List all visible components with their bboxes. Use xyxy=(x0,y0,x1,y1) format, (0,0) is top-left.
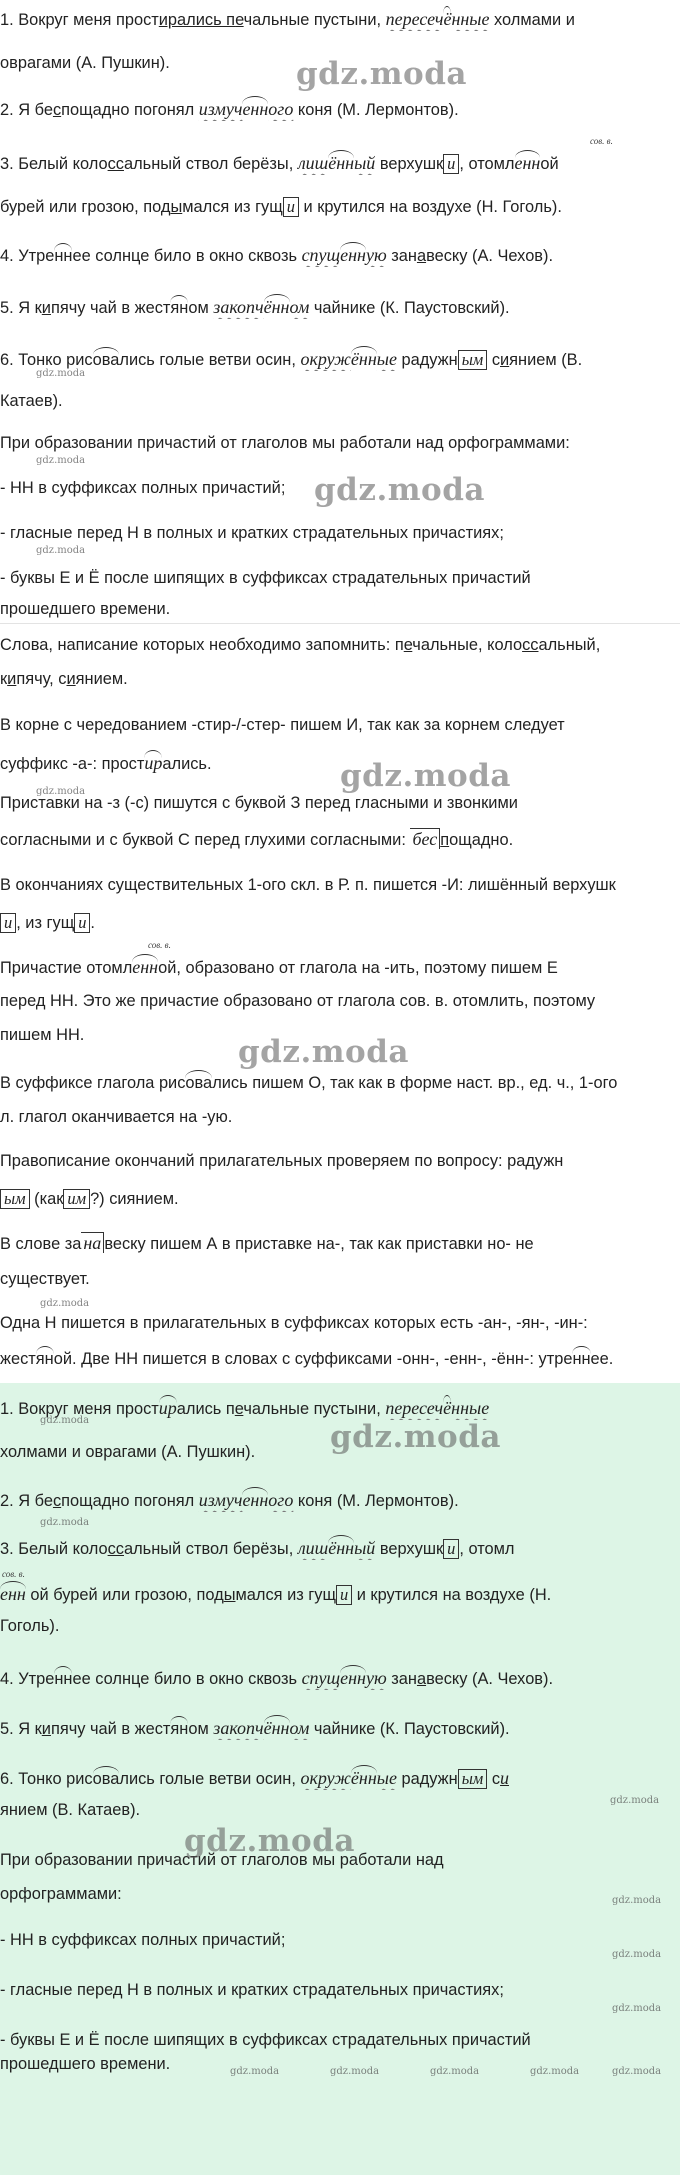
sentence-3-line-2: енн ой бурей или грозою, подымался из гущ и и крутился на воздухе (Н. xyxy=(0,1581,680,1606)
rule-vowels-before-n: - гласные перед Н в полных и кратких страдательных причастиях; xyxy=(0,1981,504,1999)
explanation-line: пишем НН. xyxy=(0,1026,85,1044)
watermark-small: gdz.moda xyxy=(36,545,86,556)
sentence-4: 4. Утреннее солнце било в окно сквозь спущенную занавеску (А. Чехов). xyxy=(0,242,680,267)
sentence-2: 2. Я беспощадно погонял измученного коня (М. Лермонтов). xyxy=(0,1487,680,1512)
sentence-6-line-2: янием (В. Катаев). xyxy=(0,1801,141,1819)
watermark-small: gdz.moda xyxy=(612,2066,662,2077)
watermark-small: gdz.moda xyxy=(612,2003,662,2014)
explanation-line: В корне с чередованием -стир-/-стер- пишем И, так как за корнем следует xyxy=(0,716,565,734)
watermark: gdz.moda xyxy=(184,1823,355,1859)
watermark-small: gdz.moda xyxy=(36,786,86,797)
explanation-line: суффикс -а-: простирались. xyxy=(0,750,680,775)
sentence-6-line-1: 6. Тонко рисовались голые ветви осин, окружённые радужн ым сиянием (В. xyxy=(0,346,680,371)
sentence-1-line-2: холмами и оврагами (А. Пушкин). xyxy=(0,1443,256,1461)
explanation-line: кипячу, сиянием. xyxy=(0,670,128,688)
watermark-small: gdz.moda xyxy=(40,1298,90,1309)
watermark: gdz.moda xyxy=(238,1034,409,1070)
rule-nn-suffix: - НН в суффиксах полных причастий; xyxy=(0,479,286,497)
sov-v-note: сов. в. xyxy=(148,940,171,950)
sentence-1-line-2: оврагами (А. Пушкин). xyxy=(0,54,170,72)
sentence-6-line-2: Катаев). xyxy=(0,392,63,410)
watermark-small: gdz.moda xyxy=(530,2066,580,2077)
sentence-6-line-1: 6. Тонко рисовались голые ветви осин, окружённые радужн ым си xyxy=(0,1765,680,1790)
sentence-1-line-1: 1. Вокруг меня простирались печальные пустыни, пересечённые xyxy=(0,1395,680,1420)
sentence-4: 4. Утреннее солнце било в окно сквозь спущенную занавеску (А. Чехов). xyxy=(0,1665,680,1690)
answer-section-original xyxy=(0,0,680,623)
rules-intro: При образовании причастий от глаголов мы работали над орфограммами: xyxy=(0,434,570,452)
watermark-small: gdz.moda xyxy=(430,2066,480,2077)
rule-e-yo-after-sibilants-cont: прошедшего времени. xyxy=(0,2055,171,2073)
sentence-5: 5. Я кипячу чай в жестяном закопчённом чайнике (К. Паустовский). xyxy=(0,294,680,319)
explanation-line: и , из гущ и . xyxy=(0,912,680,934)
explanation-line: жестяной. Две НН пишется в словах с суффиксами -онн-, -енн-, -ённ-: утреннее. xyxy=(0,1346,680,1370)
watermark-small: gdz.moda xyxy=(330,2066,380,2077)
sentence-3-line-2: бурей или грозою, подымался из гущ и и крутился на воздухе (Н. Гоголь). xyxy=(0,197,562,216)
rules-intro-cont: орфограммами: xyxy=(0,1885,122,1903)
sentence-5: 5. Я кипячу чай в жестяном закопчённом чайнике (К. Паустовский). xyxy=(0,1715,680,1740)
explanation-line: В окончаниях существительных 1-ого скл. в Р. п. пишется -И: лишённый верхушк xyxy=(0,876,616,894)
explanation-line: существует. xyxy=(0,1270,90,1288)
watermark: gdz.moda xyxy=(314,472,485,508)
watermark: gdz.moda xyxy=(330,1419,501,1455)
explanation-line: В суффиксе глагола рисовались пишем О, так как в форме наст. вр., ед. ч., 1-ого xyxy=(0,1070,680,1094)
sentence-3-line-1: 3. Белый колоссальный ствол берёзы, лишённый верхушк и , отомл xyxy=(0,1535,680,1560)
explanation-line: В слове за на веску пишем А в приставке на-, так как приставки но- не xyxy=(0,1233,534,1253)
rule-e-yo-after-sibilants: - буквы Е и Ё после шипящих в суффиксах страдательных причастий xyxy=(0,569,531,587)
sentence-3-line-1: 3. Белый колоссальный ствол берёзы, лишённый верхушк и , отомленной xyxy=(0,150,680,175)
explanation-line: Слова, написание которых необходимо запомнить: печальные, колоссальный, xyxy=(0,636,601,654)
watermark-small: gdz.moda xyxy=(36,368,86,379)
rules-intro: При образовании причастий от глаголов мы работали над xyxy=(0,1851,444,1869)
watermark: gdz.moda xyxy=(296,56,467,92)
watermark-small: gdz.moda xyxy=(612,1895,662,1906)
watermark: gdz.moda xyxy=(340,758,511,794)
watermark-small: gdz.moda xyxy=(36,455,86,466)
explanation-line: согласными и с буквой С перед глухими согласными: бес пощадно. xyxy=(0,829,514,849)
rule-vowels-before-n: - гласные перед Н в полных и кратких страдательных причастиях; xyxy=(0,524,504,542)
watermark-small: gdz.moda xyxy=(40,1415,90,1426)
explanation-line: л. глагол оканчивается на -ую. xyxy=(0,1108,233,1126)
watermark-small: gdz.moda xyxy=(40,1517,90,1528)
explanation-line: перед НН. Это же причастие образовано от глагола сов. в. отомлить, поэтому xyxy=(0,992,596,1010)
explanation-line: Причастие отомленной, образовано от глагола на -ить, поэтому пишем Е xyxy=(0,954,680,979)
rule-e-yo-after-sibilants: - буквы Е и Ё после шипящих в суффиксах страдательных причастий xyxy=(0,2031,531,2049)
watermark-small: gdz.moda xyxy=(610,1795,660,1806)
sov-v-note: сов. в. xyxy=(2,1569,25,1579)
watermark-small: gdz.moda xyxy=(612,1949,662,1960)
watermark-small: gdz.moda xyxy=(230,2066,280,2077)
sentence-3-line-3: Гоголь). xyxy=(0,1617,60,1635)
sov-v-note: сов. в. xyxy=(590,136,613,146)
sentence-2: 2. Я беспощадно погонял измученного коня (М. Лермонтов). xyxy=(0,96,680,121)
rule-e-yo-after-sibilants-cont: прошедшего времени. xyxy=(0,600,171,618)
rule-nn-suffix: - НН в суффиксах полных причастий; xyxy=(0,1931,286,1949)
explanation-line: Правописание окончаний прилагательных проверяем по вопросу: радужн xyxy=(0,1152,564,1170)
answer-section-repeated xyxy=(0,1383,680,2175)
explanation-line: Приставки на -з (-с) пишутся с буквой З перед гласными и звонкими xyxy=(0,794,518,812)
explanation-line: ым (как им ?) сиянием. xyxy=(0,1188,680,1210)
explanation-line: Одна Н пишется в прилагательных в суффиксах которых есть -ан-, -ян-, -ин-: xyxy=(0,1314,588,1332)
sentence-1-line-1: 1. Вокруг меня простирались печальные пустыни, пересечённые холмами и xyxy=(0,6,680,31)
explanation-section xyxy=(0,623,680,1383)
